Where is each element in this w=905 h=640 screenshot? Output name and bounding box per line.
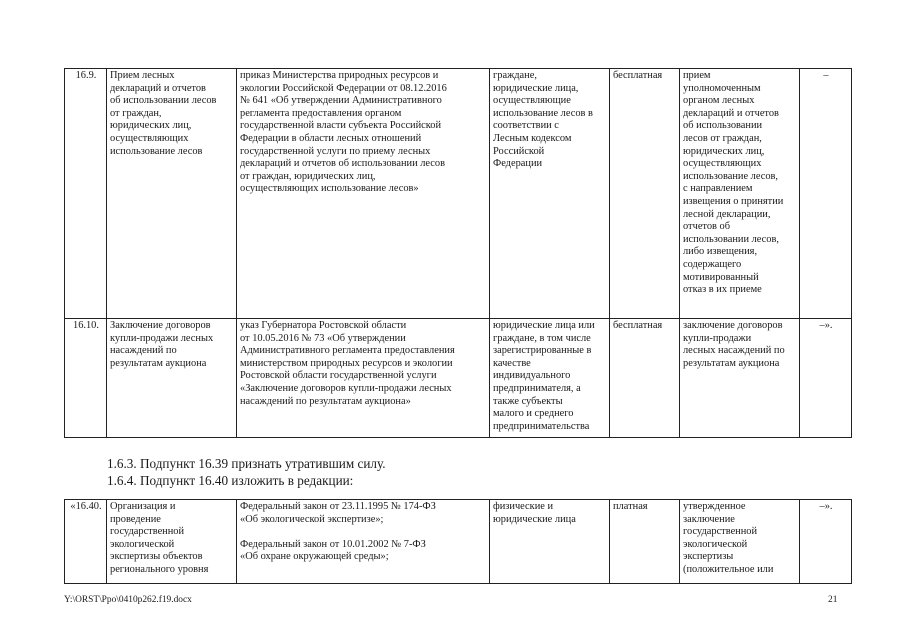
page-number: 21 <box>828 595 838 605</box>
legal-act: приказ Министерства природных ресурсов и экологии Российской Федерации от 08.12.2016 № 641 «Об утверждении Административного регламента предоставления органом государственной власти субъекта Российской Федерации в области лесных отношений государственной услуги по приему лесных деклараций и отчетов об использовании лесов от граждан, юридических лиц, осуществляющих использование лесов» <box>237 69 490 319</box>
paragraph-1-6-3: 1.6.3. Подпункт 16.39 признать утратившим силу. <box>107 456 386 471</box>
applicants: юридические лица или граждане, в том числе зарегистрированные в качестве индивидуального предпринимателя, а также субъекты малого и среднего предпринимательства <box>490 319 610 438</box>
fee-type: бесплатная <box>610 69 680 319</box>
legal-act: указ Губернатора Ростовской области от 10.05.2016 № 73 «Об утверждении Административного регламента предоставления министерством природных ресурсов и экологии Ростовской области государственной услуги «Заключение договоров купли-продажи лесных насаждений по результатам аукциона» <box>237 319 490 438</box>
row-extra: – <box>800 69 852 319</box>
row-number: 16.9. <box>65 69 107 319</box>
applicants: физические и юридические лица <box>490 500 610 584</box>
fee-type: бесплатная <box>610 319 680 438</box>
row-number: 16.10. <box>65 319 107 438</box>
paragraph-1-6-4: 1.6.4. Подпункт 16.40 изложить в редакции: <box>107 473 354 488</box>
table-row <box>65 319 852 438</box>
services-table-bottom <box>64 499 852 584</box>
service-result: прием уполномоченным органом лесных деклараций и отчетов об использовании лесов от граждан, юридических лиц, осуществляющих использование лесов, с направлением извещения о принятии лесной декларации, отчетов об использовании лесов, либо извещения, содержащего мотивированный отказ в их приеме <box>680 69 800 319</box>
table-row <box>65 500 852 584</box>
footer-file-path: Y:\ORST\Ppo\0410p262.f19.docx <box>64 595 192 605</box>
service-result: утвержденное заключение государственной экологической экспертизы (положительное или <box>680 500 800 584</box>
service-result: заключение договоров купли-продажи лесных насаждений по результатам аукциона <box>680 319 800 438</box>
service-name: Прием лесных деклараций и отчетов об использовании лесов от граждан, юридических лиц, осуществляющих использование лесов <box>107 69 237 319</box>
row-extra: –». <box>800 500 852 584</box>
fee-type: платная <box>610 500 680 584</box>
applicants: граждане, юридические лица, осуществляющие использование лесов в соответствии с Лесным кодексом Российской Федерации <box>490 69 610 319</box>
row-number: «16.40. <box>65 500 107 584</box>
service-name: Заключение договоров купли-продажи лесных насаждений по результатам аукциона <box>107 319 237 438</box>
service-name: Организация и проведение государственной экологической экспертизы объектов регионального уровня <box>107 500 237 584</box>
row-extra: –». <box>800 319 852 438</box>
table-row <box>65 69 852 319</box>
services-table-top <box>64 68 852 438</box>
legal-act: Федеральный закон от 23.11.1995 № 174-ФЗ «Об экологической экспертизе»; Федеральный закон от 10.01.2002 № 7-ФЗ «Об охране окружающей среды»; <box>237 500 490 584</box>
